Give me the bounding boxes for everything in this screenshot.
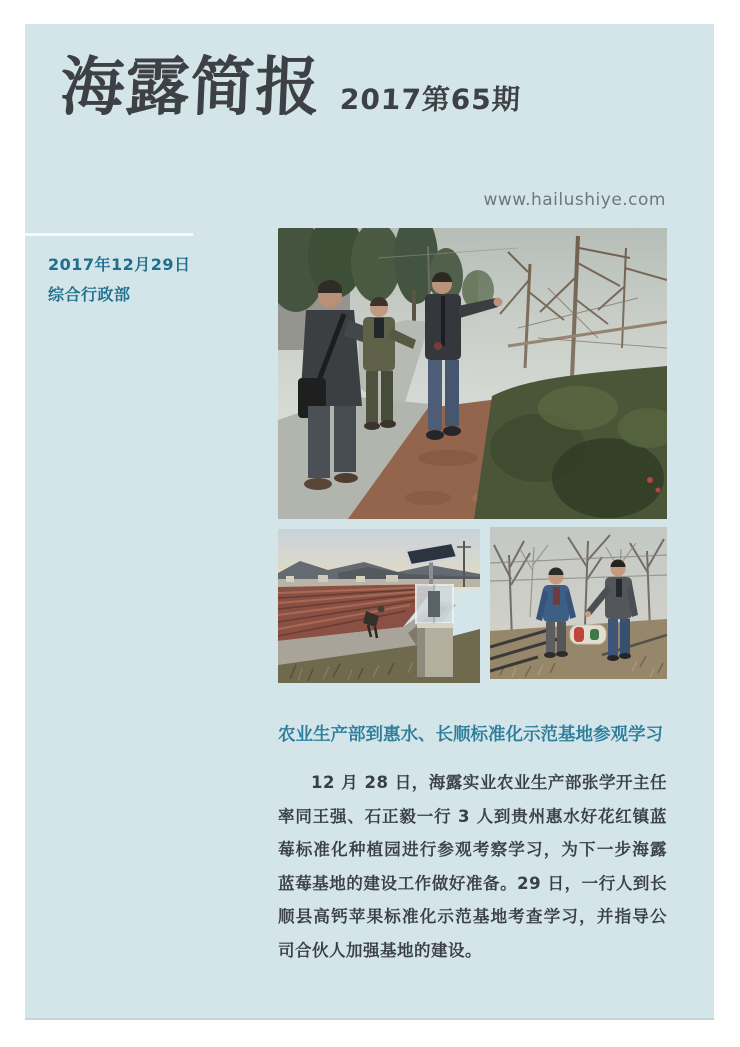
newsletter-title: 海露简报 bbox=[58, 51, 323, 125]
main-photo bbox=[278, 228, 667, 519]
article-headline: 农业生产部到惠水、长顺标准化示范基地参观学习 bbox=[278, 725, 663, 745]
date-divider bbox=[25, 233, 193, 236]
website-url: www.hailushiye.com bbox=[483, 190, 666, 210]
main-photo-image bbox=[278, 228, 667, 519]
field-photo-image bbox=[278, 529, 480, 683]
issue-number: 2017第65期 bbox=[339, 83, 522, 116]
article-body: 12 月 28 日，海露实业农业生产部张学开主任率同王强、石正毅一行 3 人到贵州惠水好花红镇蓝莓标准化种植园进行参观考察学习，为下一步海露蓝莓基地的建设工作做好准备。29 日，一行人到长顺县高钙苹果标准化示范基地考查学习，并指导公司合伙人加强基地的建设。 bbox=[278, 773, 667, 960]
publish-date: 2017年12月29日 bbox=[48, 255, 191, 274]
newsletter-panel bbox=[25, 24, 714, 1020]
orchard-photo bbox=[490, 527, 667, 679]
field-photo bbox=[278, 529, 480, 683]
orchard-photo-image bbox=[490, 527, 667, 679]
meta-block bbox=[48, 250, 191, 310]
department: 综合行政部 bbox=[48, 285, 131, 304]
masthead bbox=[58, 51, 523, 125]
